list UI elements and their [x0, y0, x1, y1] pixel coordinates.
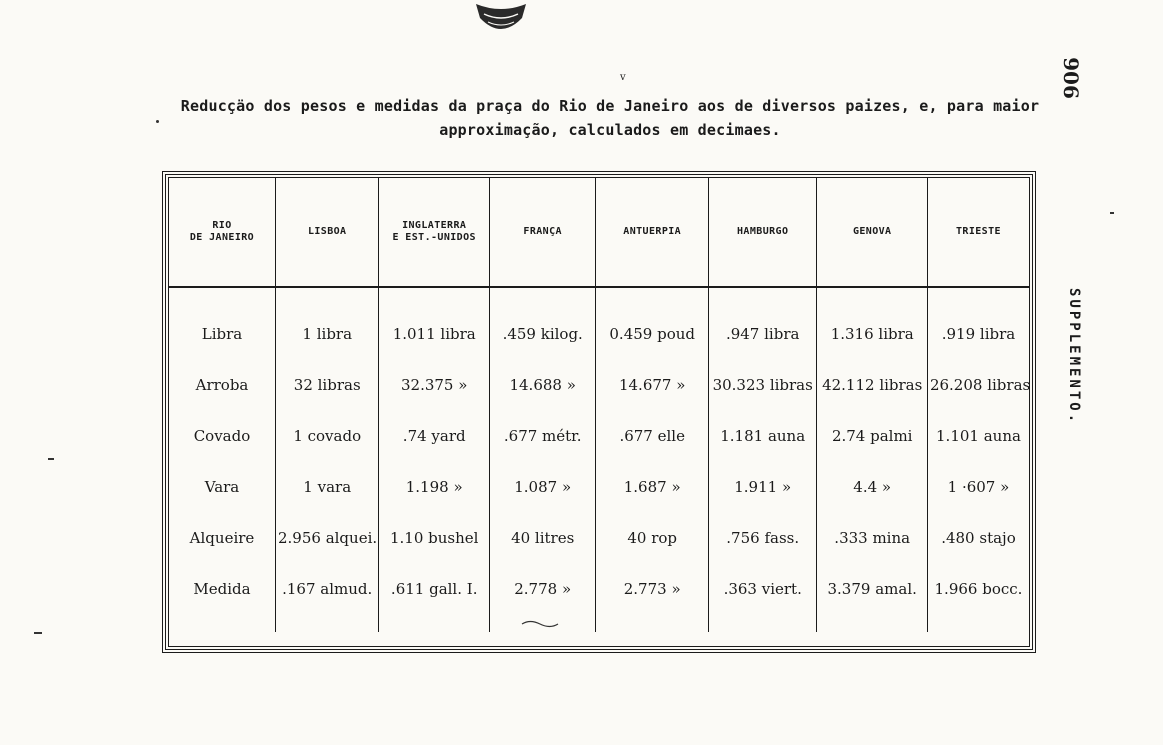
table-cell: 42.112 libras [817, 359, 928, 410]
table-cell: 4.4 » [817, 461, 928, 512]
table-row [169, 359, 1029, 410]
conversion-table [169, 178, 1029, 632]
table-cell: .756 fass. [708, 512, 817, 563]
table-cell: .333 mina [817, 512, 928, 563]
conversion-table-frame [165, 174, 1033, 650]
table-cell: 3.379 amal. [817, 563, 928, 632]
table-cell: .480 stajo [927, 512, 1029, 563]
table-cell: .611 gall. I. [379, 563, 490, 632]
table-cell: 40 rop [596, 512, 709, 563]
table-cell: .167 almud. [275, 563, 378, 632]
title-line-1: Reducçäo dos pesos e medidas da praça do Rio de Janeiro aos de diversos paizes, e, para maior [180, 97, 1040, 115]
table-cell: Libra [201, 324, 243, 343]
table-cell: 14.688 » [489, 359, 595, 410]
table-cell: .363 viert. [708, 563, 817, 632]
table-cell: 1.011 libra [379, 287, 490, 359]
header-cell: LISBOA [275, 178, 378, 287]
table-cell: 1.10 bushel [379, 512, 490, 563]
tick-mark: v [620, 72, 626, 83]
table-row [169, 512, 1029, 563]
ink-scribble-icon [520, 618, 560, 630]
header-cell: RIO DE JANEIRO [169, 178, 275, 287]
table-cell: .74 yard [379, 410, 490, 461]
table-cell: Vara [204, 477, 240, 496]
table-cell: 1.101 auna [927, 410, 1029, 461]
table-row [169, 461, 1029, 512]
table-cell: 1.087 » [489, 461, 595, 512]
title-line-2: approximação, calculados em decimaes. [439, 121, 781, 139]
table-cell: 1 covado [275, 410, 378, 461]
table-row [169, 410, 1029, 461]
header-cell: HAMBURGO [708, 178, 817, 287]
table-cell: 0.459 poud [596, 287, 709, 359]
header-cell: INGLATERRA E EST.-UNIDOS [379, 178, 490, 287]
table-cell: 1.181 auna [708, 410, 817, 461]
page-number: 906 [1059, 57, 1083, 99]
table-cell: 1.198 » [379, 461, 490, 512]
table-row [169, 563, 1029, 632]
header-cell: GENOVA [817, 178, 928, 287]
table-cell: 2.74 palmi [817, 410, 928, 461]
table-cell: 2.778 » [489, 563, 595, 632]
table-cell: 26.208 libras [927, 359, 1029, 410]
table-cell: Covado [193, 426, 251, 445]
table-cell: 14.677 » [596, 359, 709, 410]
table-row [169, 287, 1029, 359]
ornament-icon [470, 0, 532, 40]
table-cell: .677 métr. [489, 410, 595, 461]
table-cell: .919 libra [927, 287, 1029, 359]
ink-speck [48, 458, 54, 460]
table-cell: 1.687 » [596, 461, 709, 512]
table-cell: 1 vara [275, 461, 378, 512]
table-cell: .947 libra [708, 287, 817, 359]
table-cell: 40 litres [489, 512, 595, 563]
table-cell: 1.911 » [708, 461, 817, 512]
table-cell: 2.773 » [596, 563, 709, 632]
ink-speck [34, 632, 42, 634]
page-title [160, 94, 1060, 142]
header-cell: ANTUERPIA [596, 178, 709, 287]
ink-speck [156, 120, 159, 123]
table-cell: .459 kilog. [489, 287, 595, 359]
table-cell: Medida [193, 579, 251, 598]
table-cell: 1.966 bocc. [927, 563, 1029, 632]
ink-speck [1110, 212, 1114, 214]
table-cell: 1 libra [275, 287, 378, 359]
table-cell: 1 ·607 » [927, 461, 1029, 512]
header-cell: FRANÇA [489, 178, 595, 287]
table-cell: 2.956 alquei. [275, 512, 378, 563]
table-cell: 32 libras [275, 359, 378, 410]
table-cell: Alqueire [189, 528, 255, 547]
side-heading: SUPPLEMENTO. [1066, 288, 1082, 426]
table-cell: 30.323 libras [708, 359, 817, 410]
header-cell: TRIESTE [927, 178, 1029, 287]
table-cell: 32.375 » [379, 359, 490, 410]
table-cell: Arroba [195, 375, 249, 394]
table-cell: .677 elle [596, 410, 709, 461]
table-header-row [169, 178, 1029, 287]
table-cell: 1.316 libra [817, 287, 928, 359]
